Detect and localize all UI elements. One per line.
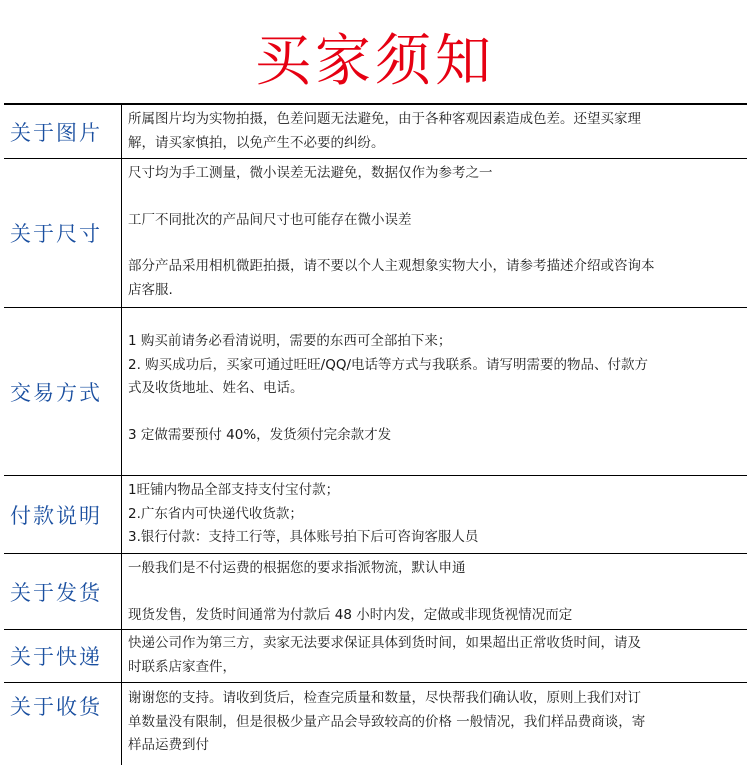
text-line: 快递公司作为第三方，卖家无法要求保证具体到货时间，如果超出正常收货时间，请及 [128, 635, 641, 651]
text-line: 单数量没有限制，但是很极少量产品会导致较高的价格 一般情况，我们样品费商谈，寄 [128, 713, 646, 730]
row-content-receiving [128, 687, 743, 758]
page-title: 买家须知 [255, 29, 495, 94]
row-payment [4, 476, 747, 554]
text-line: 3.银行付款：支持工行等，具体账号拍下后可咨询客服人员 [128, 529, 479, 545]
row-content-payment [128, 479, 743, 550]
row-content-trade-method [128, 330, 743, 447]
text-line: 部分产品采用相机微距拍摄，请不要以个人主观想象实物大小，请参考描述介绍或咨询本 [128, 258, 655, 274]
row-label-courier: 关于快递 [4, 630, 122, 682]
text-line: 2.广东省内可快递代收货款； [128, 505, 303, 522]
row-label-size: 关于尺寸 [4, 159, 122, 307]
row-label-pictures: 关于图片 [4, 105, 122, 158]
row-label-trade-method: 交易方式 [4, 308, 122, 475]
text-line: 3 定做需要预付 40%，发货须付完余款才发 [128, 426, 392, 443]
notice-table [4, 103, 747, 765]
row-pictures [4, 105, 747, 159]
text-line: 式及收货地址、姓名、电话。 [128, 380, 304, 396]
row-content-pictures [128, 108, 743, 155]
row-shipping [4, 554, 747, 630]
text-line: 时联系店家查件， [128, 658, 236, 675]
row-content-shipping [128, 557, 743, 627]
text-line: 谢谢您的支持。请收到货后，检查完质量和数量，尽快帮我们确认收，原则上我们对订 [128, 690, 641, 706]
text-line: 解，请买家慎拍，以免产生不必要的纠纷。 [128, 134, 385, 151]
text-line: 样品运费到付 [128, 737, 209, 753]
row-size [4, 159, 747, 308]
row-content-courier [128, 632, 743, 679]
row-trade-method [4, 308, 747, 476]
text-line: 店客服. [128, 281, 173, 298]
row-content-size [128, 162, 743, 302]
row-label-payment: 付款说明 [4, 476, 122, 553]
text-line: 一般我们是不付运费的根据您的要求指派物流，默认申通 [128, 560, 466, 576]
text-line: 1 购买前请务必看清说明，需要的东西可全部拍下来； [128, 333, 452, 349]
text-line: 1旺铺内物品全部支持支付宝付款； [128, 482, 340, 498]
text-line: 尺寸均为手工测量，微小误差无法避免，数据仅作为参考之一 [128, 165, 493, 181]
text-line: 所属图片均为实物拍摄，色差问题无法避免，由于各种客观因素造成色差。还望买家理 [128, 111, 641, 127]
text-line: 现货发售，发货时间通常为付款后 48 小时内发，定做或非现货视情况而定 [128, 606, 573, 623]
row-receiving [4, 683, 747, 765]
row-courier [4, 630, 747, 683]
row-label-receiving: 关于收货 [4, 683, 122, 765]
text-line: 工厂不同批次的产品间尺寸也可能存在微小误差 [128, 211, 412, 228]
row-label-shipping: 关于发货 [4, 554, 122, 629]
text-line: 2. 购买成功后，买家可通过旺旺/QQ/电话等方式与我联系。请写明需要的物品、付款方 [128, 356, 649, 373]
